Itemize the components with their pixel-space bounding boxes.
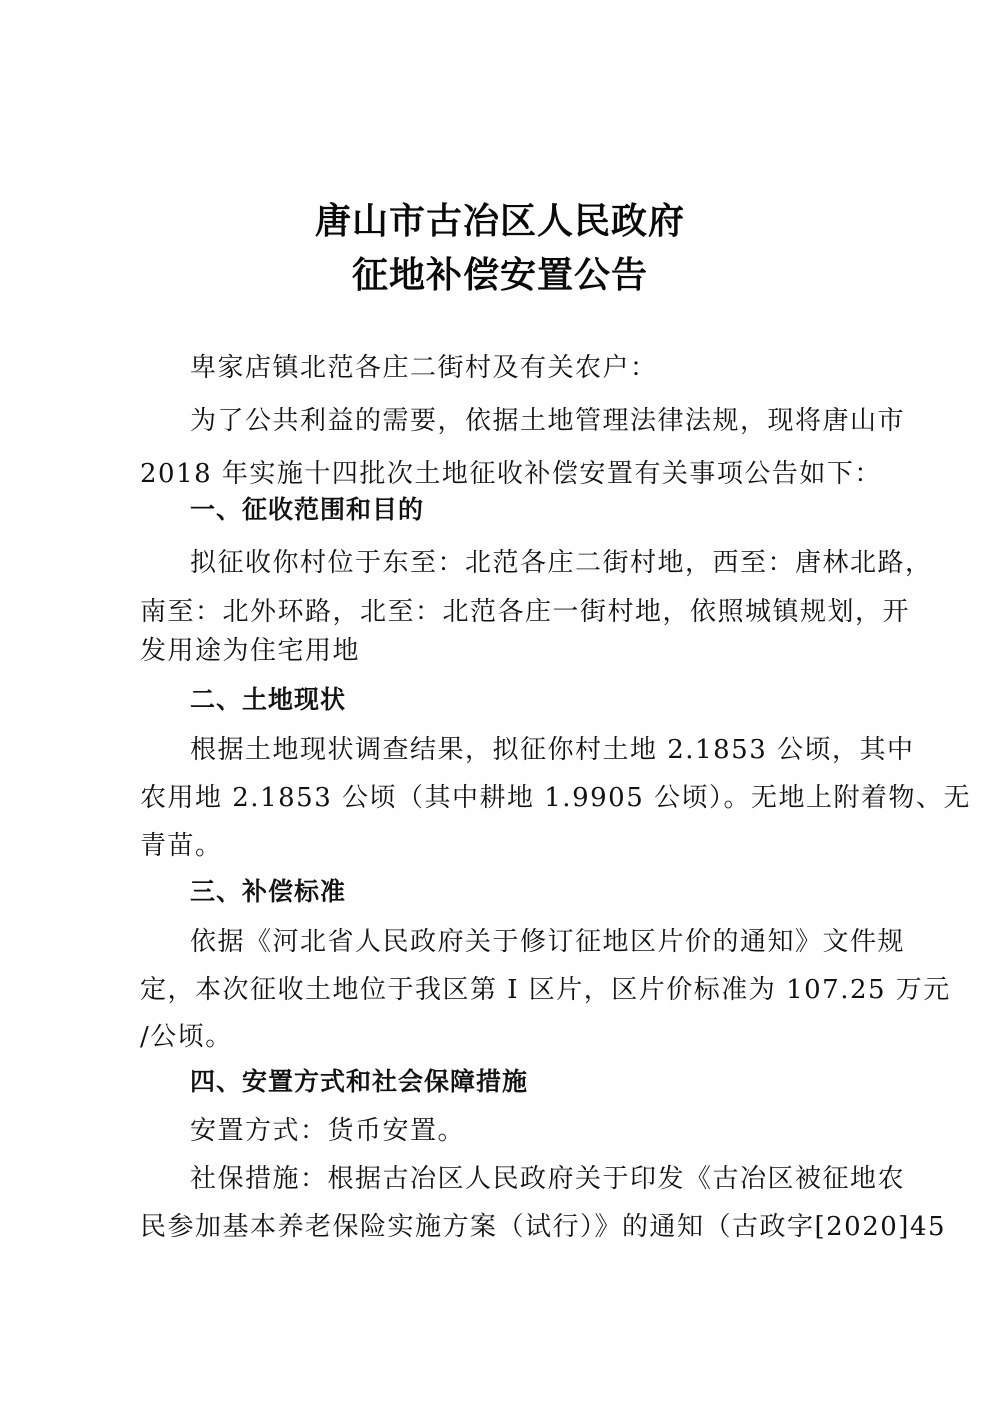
section-4-line-3: 民参加基本养老保险实施方案（试行）》的通知（古政字[2020]45 [140,1212,947,1242]
section-2-heading: 二、土地现状 [190,685,347,714]
section-4-heading: 四、安置方式和社会保障措施 [190,1067,529,1096]
section-1-line-1: 拟征收你村位于东至：北范各庄二街村地，西至：唐林北路， [190,548,933,578]
intro-line-2: 2018 年实施十四批次土地征收补偿安置有关事项公告如下： [140,459,882,489]
section-3-heading: 三、补偿标准 [190,877,347,906]
document-title-line-2: 征地补偿安置公告 [351,254,648,296]
section-2-line-1: 根据土地现状调查结果，拟征你村土地 2.1853 公顷，其中 [190,735,915,765]
section-2-line-3: 青苗。 [140,831,223,861]
section-1-line-3: 发用途为住宅用地 [140,636,361,666]
section-4-line-1: 安置方式：货币安置。 [190,1116,466,1146]
section-4-line-2: 社保措施：根据古冶区人民政府关于印发《古冶区被征地农 [190,1164,906,1194]
addressee: 卑家店镇北范各庄二街村及有关农户： [190,353,658,383]
section-1-heading: 一、征收范围和目的 [190,495,425,524]
section-1-line-2: 南至：北外环路，北至：北范各庄一街村地，依照城镇规划，开 [140,597,911,627]
intro-line-1: 为了公共利益的需要，依据土地管理法律法规，现将唐山市 [190,406,906,436]
section-3-line-1: 依据《河北省人民政府关于修订征地区片价的通知》文件规 [190,927,906,957]
section-3-line-2: 定，本次征收土地位于我区第 I 区片，区片价标准为 107.25 万元 [140,975,951,1005]
section-3-line-3: /公顷。 [140,1022,233,1052]
document-title-line-1: 唐山市古冶区人民政府 [314,200,685,242]
section-2-line-2: 农用地 2.1853 公顷（其中耕地 1.9905 公顷）。无地上附着物、无 [140,783,972,813]
